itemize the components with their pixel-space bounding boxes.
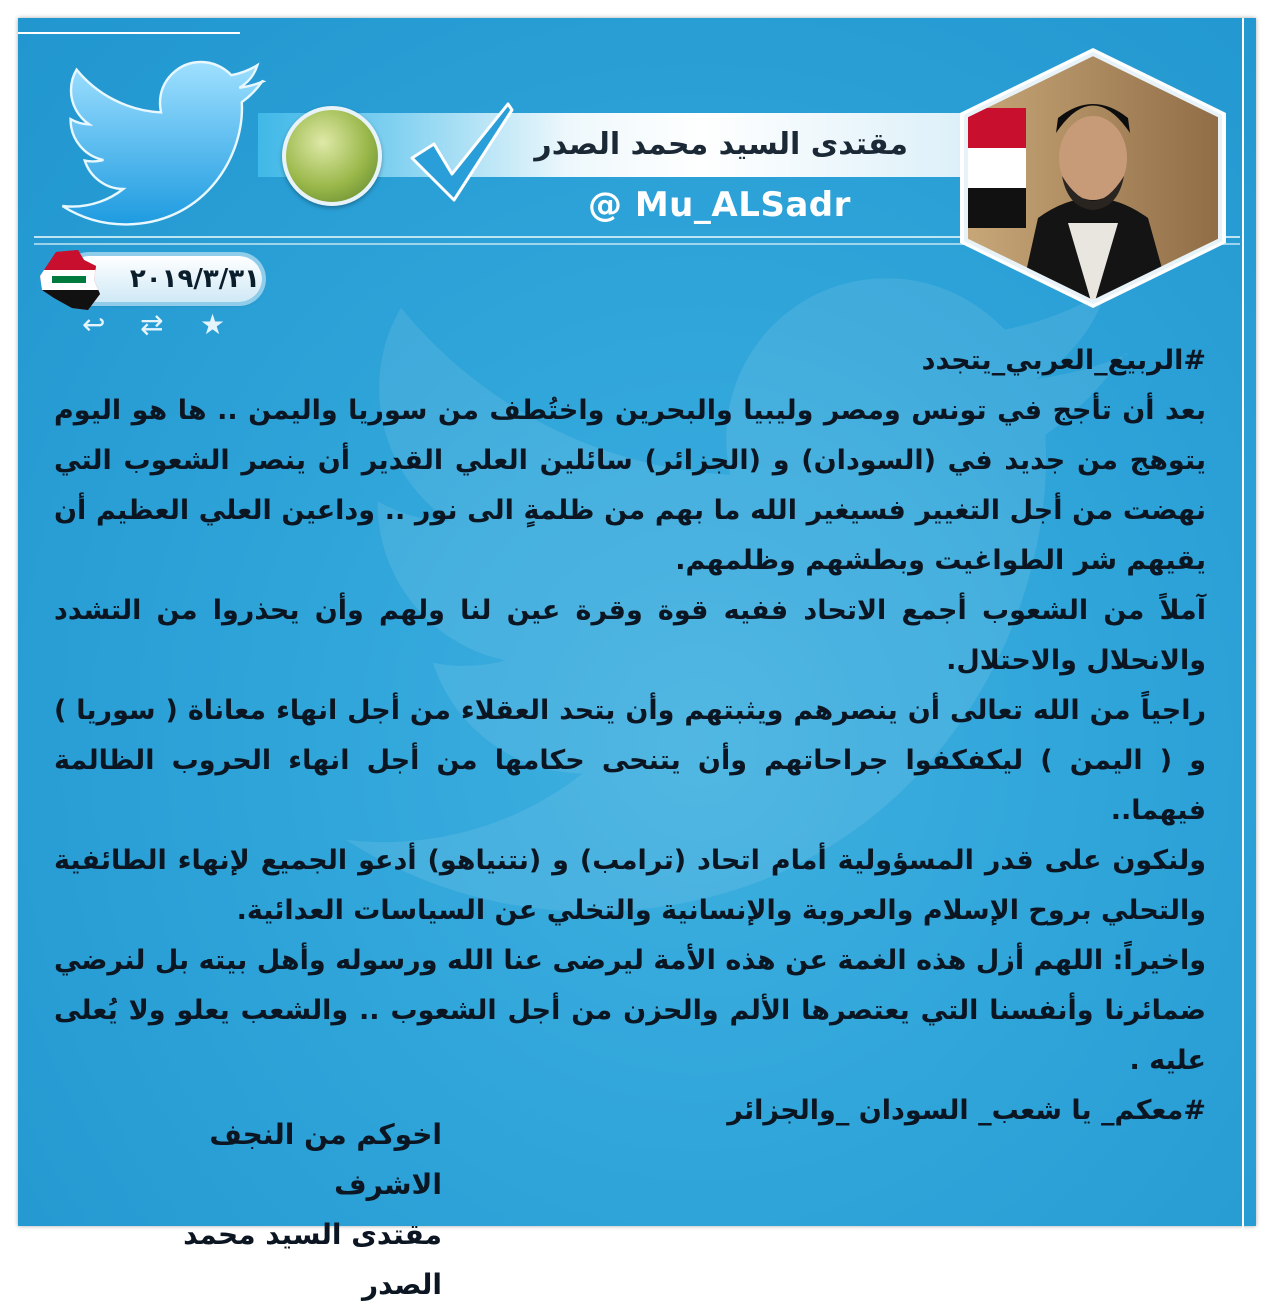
reply-icon[interactable]: ↩ bbox=[82, 308, 106, 341]
frame-line bbox=[1242, 18, 1244, 1248]
signature-line: اخوكم من النجف الاشرف bbox=[209, 1118, 442, 1201]
hashtag-bottom[interactable]: #معكم_ يا شعب_ السودان _والجزائر bbox=[727, 1095, 1206, 1126]
twitter-bird-icon bbox=[63, 54, 263, 234]
tweet-card bbox=[18, 18, 1256, 1301]
frame-line bbox=[18, 32, 240, 34]
tweet-paragraph: ولنكون على قدر المسؤولية أمام اتحاد (ترامب) و (نتنياهو) أدعو الجميع لإنهاء الطائفية والتحلي بروح الإسلام والعروبة والإنسانية والتخلي عن السياسات العدائية. bbox=[54, 845, 1206, 926]
iraq-flag-map-icon bbox=[34, 246, 104, 316]
signature-line: مقتدى السيد محمد الصدر bbox=[183, 1218, 442, 1301]
account-name: مقتدى السيد محمد الصدر bbox=[534, 127, 908, 162]
tweet-paragraph: راجياً من الله تعالى أن ينصرهم ويثبتهم وأن يتحد العقلاء من أجل انهاء معاناة ( سوريا ) و ( اليمن ) ليكفكفوا جراحاتهم وأن يتنحى حكامها من أجل انهاء الحروب الظالمة فيهما.. bbox=[54, 695, 1206, 826]
retweet-icon[interactable]: ⇄ bbox=[140, 308, 164, 341]
profile-avatar[interactable] bbox=[958, 48, 1228, 308]
signature bbox=[98, 1110, 442, 1301]
tweet-paragraph: آملاً من الشعوب أجمع الاتحاد ففيه قوة وقرة عين لنا ولهم وأن يحذروا من التشدد والانحلال والاحتلال. bbox=[54, 595, 1206, 676]
tweet-date: ٢٠١٩/٣/٣١ bbox=[129, 264, 260, 294]
favorite-star-icon[interactable]: ★ bbox=[200, 308, 226, 341]
tweet-body bbox=[54, 336, 1206, 1126]
emblem-logo bbox=[282, 106, 382, 206]
tweet-paragraph: واخيراً: اللهم أزل هذه الغمة عن هذه الأمة ليرضى عنا الله ورسوله وأهل بيته بل لنرضي ضمائرنا وأنفسنا التي يعتصرها الألم والحزن من أجل الشعوب .. والشعب يعلو ولا يُعلى عليه . bbox=[54, 945, 1206, 1076]
account-handle[interactable]: @ Mu_ALSadr bbox=[588, 185, 851, 225]
hashtag-top[interactable]: #الربيع_العربي_يتجدد bbox=[921, 345, 1206, 376]
tweet-paragraph: بعد أن تأجج في تونس ومصر وليبيا والبحرين واختُطف من سوريا واليمن .. ها هو اليوم يتوهج من جديد في (السودان) و (الجزائر) سائلين العلي القدير أن ينصر الشعوب التي نهضت من أجل التغيير فسيغير الله ما بهم من ظلمةٍ الى نور .. وداعين العلي العظيم أن يقيهم شر الطواغيت وبطشهم وظلمهم. bbox=[54, 395, 1206, 576]
